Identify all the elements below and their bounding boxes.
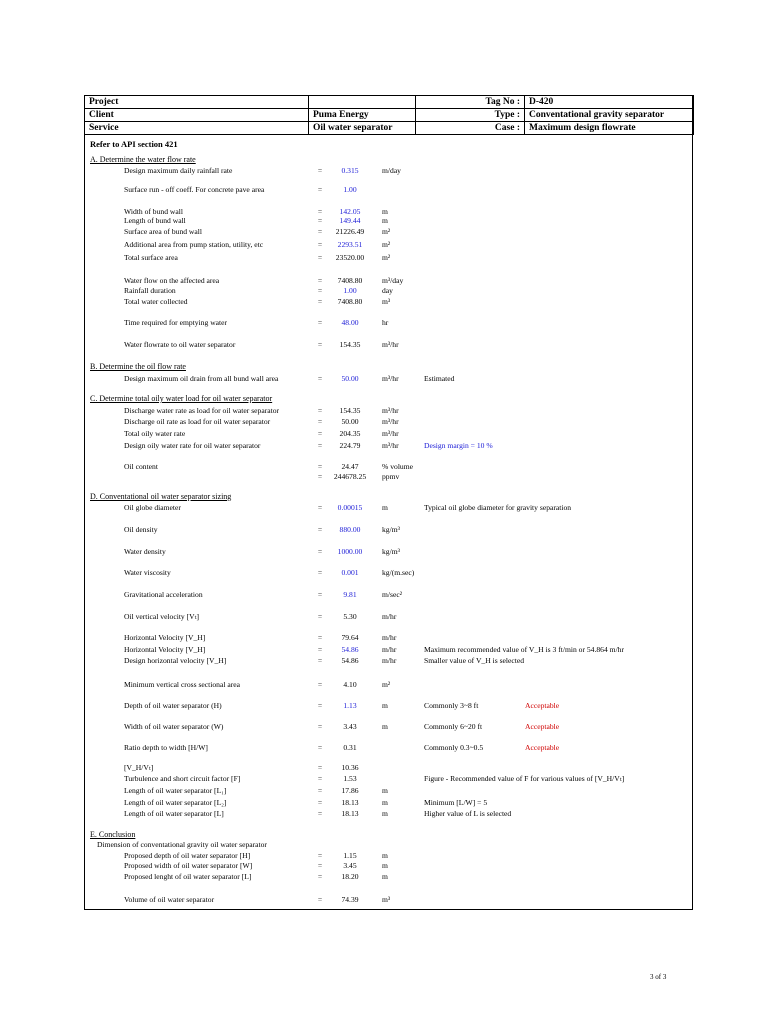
section-e-heading: E. Conclusion [90,830,136,839]
equals-sign: = [317,227,323,236]
row-note: Commonly 6~20 ft [424,722,483,731]
row-unit: day [382,286,393,295]
row-unit: m² [382,240,391,249]
equals-sign: = [317,786,323,795]
row-value: 4.10 [343,680,357,689]
row-label: Horizontal Velocity [V_H] [124,633,206,642]
row-value: 9.81 [343,590,357,599]
row-unit: m² [382,227,391,236]
row-value: 3.45 [343,861,357,870]
row-unit: m [382,872,388,881]
equals-sign: = [317,645,323,654]
row-note: Smaller value of V_H is selected [424,656,525,665]
row-label: Total water collected [124,297,188,306]
row-label: Horizontal Velocity [V_H] [124,645,206,654]
row-value: 21226.49 [335,227,365,236]
row-unit: ppmv [382,472,400,481]
row-label: Oil vertical velocity [Vₜ] [124,612,200,621]
row-unit: m³/hr [382,417,399,426]
project-label: Project [85,96,309,109]
equals-sign: = [317,340,323,349]
row-note: Minimum [L/W] = 5 [424,798,488,807]
equals-sign: = [317,743,323,752]
row-value: 54.86 [341,656,359,665]
row-unit: m³ [382,895,391,904]
equals-sign: = [317,798,323,807]
row-unit: m [382,861,388,870]
row-value: 204.35 [339,429,361,438]
row-label: Design maximum oil drain from all bund wall area [124,374,279,383]
row-value: 7408.80 [337,297,363,306]
row-label: Width of bund wall [124,207,183,216]
row-value: 5.30 [343,612,357,621]
row-unit: m³/hr [382,429,399,438]
equals-sign: = [317,374,323,383]
row-label: Discharge water rate as load for oil water separator [124,406,280,415]
section-e-subheading: Dimension of conventational gravity oil water separator [97,840,267,849]
case-value: Maximum design flowrate [525,122,694,135]
row-value: 17.86 [341,786,359,795]
equals-sign: = [317,547,323,556]
row-value: 10.36 [341,763,359,772]
row-label: Discharge oil rate as load for oil water separator [124,417,271,426]
row-label: Water flow on the affected area [124,276,220,285]
row-label: Ratio depth to width [H/W] [124,743,208,752]
row-value: 880.00 [339,525,361,534]
row-value: 2293.51 [337,240,363,249]
row-label: Depth of oil water separator (H) [124,701,222,710]
equals-sign: = [317,318,323,327]
equals-sign: = [317,612,323,621]
equals-sign: = [317,240,323,249]
row-value: 0.31 [343,743,357,752]
equals-sign: = [317,590,323,599]
row-unit: m³ [382,297,391,306]
row-value: 18.13 [341,809,359,818]
acceptance-status: Acceptable [525,722,560,731]
row-label: Length of bund wall [124,216,186,225]
row-value: 1.53 [343,774,357,783]
equals-sign: = [317,286,323,295]
row-label: Minimum vertical cross sectional area [124,680,240,689]
row-label: Length of oil water separator [L₂] [124,798,227,807]
section-d-heading: D. Conventational oil water separator sizing [90,492,232,501]
service-label: Service [85,122,309,135]
row-label: Length of oil water separator [L] [124,809,224,818]
equals-sign: = [317,722,323,731]
service-value: Oil water separator [309,122,416,135]
row-unit: m [382,207,388,216]
row-label: Surface area of bund wall [124,227,203,236]
equals-sign: = [317,809,323,818]
equals-sign: = [317,185,323,194]
row-unit: m³/hr [382,340,399,349]
row-value: 18.13 [341,798,359,807]
row-value: 50.00 [341,417,359,426]
refer-heading: Refer to API section 421 [90,139,178,149]
client-value: Puma Energy [309,109,416,122]
row-value: 23520.00 [335,253,365,262]
row-label: Design horizontal velocity [V_H] [124,656,227,665]
row-unit: hr [382,318,389,327]
row-unit: kg/m³ [382,547,400,556]
row-value: 244678.25 [333,472,367,481]
row-unit: m³/hr [382,374,399,383]
row-value: 74.39 [341,895,359,904]
equals-sign: = [317,472,323,481]
equals-sign: = [317,253,323,262]
section-b-heading: B. Determine the oil flow rate [90,362,186,371]
row-unit: m [382,786,388,795]
row-value: 1.13 [343,701,357,710]
row-unit: m/hr [382,645,397,654]
equals-sign: = [317,166,323,175]
row-unit: m/hr [382,633,397,642]
row-value: 142.05 [339,207,361,216]
row-label: Turbulence and short circuit factor [F] [124,774,241,783]
row-value: 0.00015 [337,503,363,512]
equals-sign: = [317,680,323,689]
row-unit: m² [382,680,391,689]
header-table [84,95,694,135]
equals-sign: = [317,656,323,665]
row-note: Design margin = 10 % [424,441,493,450]
project-value [309,96,416,109]
row-unit: m² [382,253,391,262]
equals-sign: = [317,895,323,904]
equals-sign: = [317,297,323,306]
row-value: 1000.00 [337,547,363,556]
row-note: Typical oil globe diameter for gravity separation [424,503,572,512]
equals-sign: = [317,462,323,471]
row-note: Commonly 3~8 ft [424,701,479,710]
equals-sign: = [317,207,323,216]
row-label: Surface run - off coeff. For concrete pave area [124,185,265,194]
equals-sign: = [317,276,323,285]
row-value: 1.15 [343,851,357,860]
equals-sign: = [317,851,323,860]
row-unit: m [382,798,388,807]
row-value: 0.001 [341,568,359,577]
equals-sign: = [317,861,323,870]
row-label: Length of oil water separator [L₁] [124,786,227,795]
row-label: Width of oil water separator (W) [124,722,224,731]
row-label: Oil content [124,462,158,471]
row-unit: m/sec² [382,590,402,599]
row-unit: m [382,722,388,731]
equals-sign: = [317,441,323,450]
row-note: Figure - Recommended value of F for various values of [V_H/Vₜ] [424,774,625,783]
equals-sign: = [317,763,323,772]
row-value: 7408.80 [337,276,363,285]
row-label: Water flowrate to oil water separator [124,340,236,349]
row-label: Proposed depth of oil water separator [H] [124,851,251,860]
row-note: Commonly 0.3~0.5 [424,743,484,752]
row-unit: m [382,503,388,512]
row-label: Water viscosity [124,568,171,577]
equals-sign: = [317,774,323,783]
type-label: Type : [416,109,525,122]
row-label: Design maximum daily rainfall rate [124,166,233,175]
equals-sign: = [317,525,323,534]
equals-sign: = [317,417,323,426]
row-note: Maximum recommended value of V_H is 3 ft/min or 54.864 m/hr [424,645,625,654]
row-label: Oil globe diameter [124,503,181,512]
row-value: 48.00 [341,318,359,327]
acceptance-status: Acceptable [525,743,560,752]
row-label: Additional area from pump station, utility, etc [124,240,264,249]
row-value: 18.20 [341,872,359,881]
row-unit: kg/m³ [382,525,400,534]
row-label: Water density [124,547,166,556]
row-unit: m [382,701,388,710]
row-value: 0.315 [341,166,359,175]
row-label: Rainfall duration [124,286,176,295]
client-label: Client [85,109,309,122]
acceptance-status: Acceptable [525,701,560,710]
equals-sign: = [317,872,323,881]
row-value: 50.00 [341,374,359,383]
case-label: Case : [416,122,525,135]
row-label: Time required for emptying water [124,318,228,327]
row-label: Design oily water rate for oil water separator [124,441,261,450]
row-unit: m/hr [382,656,397,665]
row-unit: kg/(m.sec) [382,568,415,577]
equals-sign: = [317,216,323,225]
row-value: 24.47 [341,462,359,471]
row-unit: m [382,216,388,225]
row-note: Estimated [424,374,455,383]
row-label: Gravitational acceleration [124,590,203,599]
row-value: 1.00 [343,185,357,194]
row-value: 149.44 [339,216,361,225]
equals-sign: = [317,429,323,438]
section-c-heading: C. Determine total oily water load for oil water separator [90,394,273,403]
row-value: 79.64 [341,633,359,642]
row-value: 224.79 [339,441,361,450]
row-unit: m³/hr [382,406,399,415]
row-unit: m³/hr [382,441,399,450]
row-value: 154.35 [339,340,361,349]
row-unit: m [382,809,388,818]
row-unit: m/day [382,166,401,175]
tag-value: D-420 [525,96,694,109]
row-value: 3.43 [343,722,357,731]
equals-sign: = [317,503,323,512]
row-label: Proposed width of oil water separator [W] [124,861,253,870]
row-unit: m [382,851,388,860]
row-unit: % volume [382,462,414,471]
tag-label: Tag No : [416,96,525,109]
row-label: Total surface area [124,253,178,262]
row-label: [V_H/Vₜ] [124,763,154,772]
row-unit: m/hr [382,612,397,621]
row-label: Total oily water rate [124,429,186,438]
row-note: Higher value of L is selected [424,809,512,818]
row-value: 154.35 [339,406,361,415]
equals-sign: = [317,568,323,577]
row-label: Oil density [124,525,158,534]
row-unit: m³/day [382,276,404,285]
equals-sign: = [317,406,323,415]
equals-sign: = [317,701,323,710]
type-value: Conventational gravity separator [525,109,694,122]
row-label: Volume of oil water separator [124,895,215,904]
row-value: 54.86 [341,645,359,654]
equals-sign: = [317,633,323,642]
row-label: Proposed lenght of oil water separator [L] [124,872,252,881]
section-a-heading: A. Determine the water flow rate [90,155,196,164]
row-value: 1.00 [343,286,357,295]
page-number: 3 of 3 [650,973,667,981]
